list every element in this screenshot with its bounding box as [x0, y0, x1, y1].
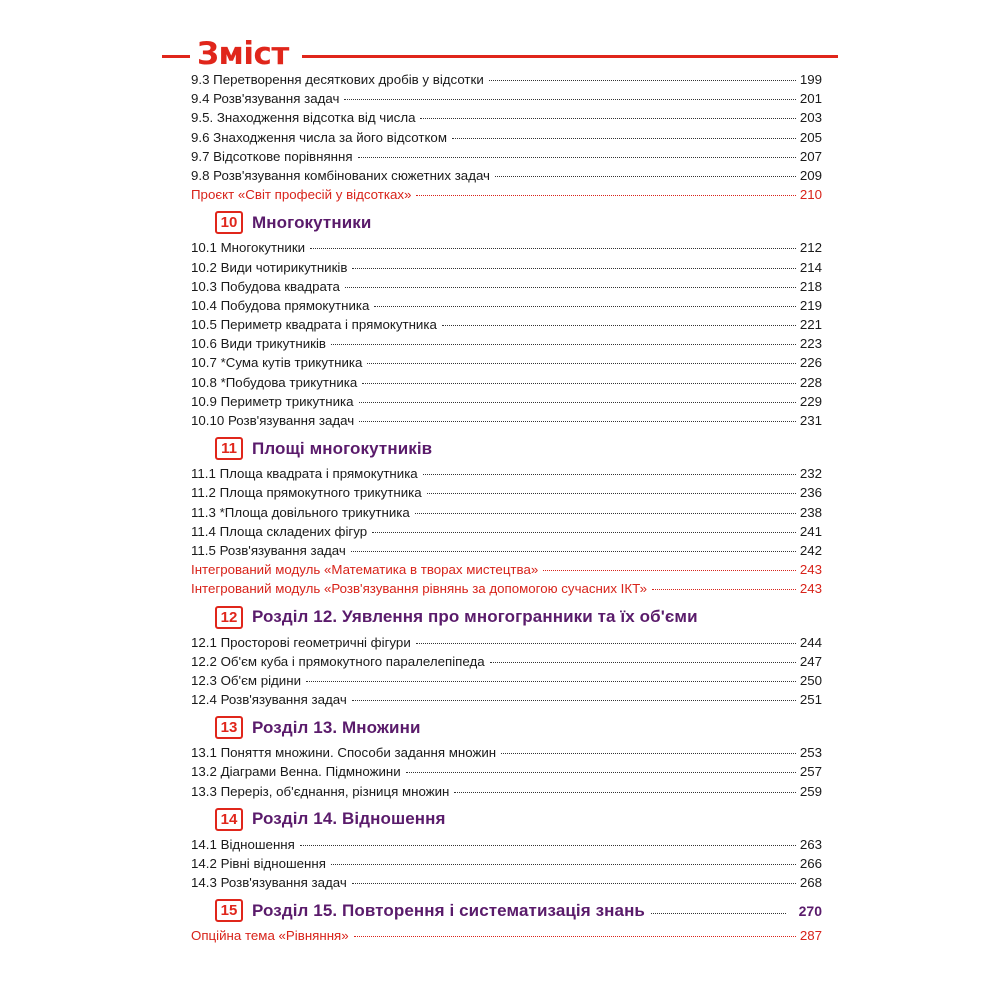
toc-entry-page-number: 253	[799, 745, 822, 761]
toc-entry-label: 9.3 Перетворення десяткових дробів у відсотки	[191, 72, 484, 87]
toc-entry-page-number: 226	[799, 355, 822, 371]
toc-entry[interactable]	[191, 108, 822, 127]
dot-leader	[345, 287, 796, 288]
header-rule-left	[162, 55, 190, 58]
toc-entry-page-number: 242	[799, 542, 822, 558]
toc-entry-page-number: 207	[799, 148, 822, 164]
dot-leader	[543, 570, 796, 571]
dot-leader	[374, 306, 796, 307]
toc-entry-page-number: 257	[799, 764, 822, 780]
dot-leader	[452, 138, 796, 139]
toc-entry[interactable]	[191, 392, 822, 411]
toc-entry-label: 10.3 Побудова квадрата	[191, 278, 340, 294]
toc-entry-page-number: 268	[799, 875, 822, 891]
section-number-badge: 12	[215, 606, 243, 629]
dot-leader	[423, 474, 796, 475]
toc-entry[interactable]	[191, 258, 822, 277]
toc-entry[interactable]	[191, 296, 822, 315]
toc-entry-page-number: 229	[799, 393, 822, 409]
dot-leader	[352, 268, 796, 269]
toc-entry[interactable]	[191, 238, 822, 257]
toc-entry-label: 14.2 Рівні відношення	[191, 856, 326, 871]
dot-leader	[367, 363, 796, 364]
toc-entry-page-number: 259	[799, 783, 822, 799]
toc-entry[interactable]	[191, 652, 822, 671]
dot-leader	[372, 532, 796, 533]
toc-entry-page-number: 266	[799, 856, 822, 871]
section-heading-11[interactable]	[215, 435, 822, 462]
toc-entry-label: 11.2 Площа прямокутного трикутника	[191, 485, 422, 501]
dot-leader	[406, 772, 796, 773]
section-heading-14[interactable]	[215, 806, 822, 833]
toc-entry-label: 14.1 Відношення	[191, 836, 295, 852]
toc-entry[interactable]	[191, 503, 822, 522]
toc-entry-page-number: 219	[799, 297, 822, 313]
toc-entry-label: 9.7 Відсоткове порівняння	[191, 148, 353, 164]
dot-leader	[351, 551, 796, 552]
toc-entry-page-number: 244	[799, 634, 822, 650]
toc-entry[interactable]	[191, 89, 822, 108]
toc-entry[interactable]	[191, 411, 822, 430]
toc-entry-page-number: 205	[799, 129, 822, 145]
toc-entry-label: 10.9 Периметр трикутника	[191, 393, 354, 409]
dot-leader	[651, 913, 786, 914]
toc-entry-label: 10.4 Побудова прямокутника	[191, 297, 370, 313]
toc-entry[interactable]	[191, 633, 822, 652]
dot-leader	[416, 195, 796, 196]
toc-entry[interactable]	[191, 835, 822, 854]
toc-entry-label: 10.8 *Побудова трикутника	[191, 374, 358, 390]
toc-entry[interactable]	[191, 353, 822, 372]
toc-special-entry[interactable]	[191, 579, 822, 598]
section-number-badge: 13	[215, 716, 243, 739]
toc-entry[interactable]	[191, 483, 822, 502]
toc-entry-page-number: 199	[799, 72, 822, 87]
toc-entry[interactable]	[191, 762, 822, 781]
toc-entry-page-number: 212	[799, 240, 822, 256]
dot-leader	[442, 325, 796, 326]
toc-entry-page-number: 203	[799, 110, 822, 126]
dot-leader	[454, 792, 796, 793]
toc-entry-label: 11.1 Площа квадрата і прямокутника	[191, 466, 418, 482]
toc-entry-label: 12.4 Розв'язування задач	[191, 692, 347, 708]
dot-leader	[652, 589, 796, 590]
dot-leader	[331, 344, 796, 345]
toc-entry[interactable]	[191, 873, 822, 892]
toc-entry[interactable]	[191, 522, 822, 541]
toc-entry-label: 10.7 *Сума кутів трикутника	[191, 355, 363, 371]
toc-entry-label: 12.2 Об'єм куба і прямокутного паралелепіпеда	[191, 653, 485, 669]
toc-entry-page-number: 238	[799, 504, 822, 520]
toc-entry-label: 11.5 Розв'язування задач	[191, 542, 346, 558]
toc-special-entry[interactable]	[191, 185, 822, 204]
toc-special-entry[interactable]	[191, 926, 822, 945]
section-number-badge: 10	[215, 211, 243, 234]
toc-entry-page-number: 243	[799, 581, 822, 597]
toc-entry[interactable]	[191, 315, 822, 334]
table-of-contents	[191, 70, 822, 946]
dot-leader	[420, 118, 796, 119]
toc-entry-label: 12.1 Просторові геометричні фігури	[191, 634, 411, 650]
toc-entry[interactable]	[191, 373, 822, 392]
toc-entry[interactable]	[191, 854, 822, 873]
section-title: Многокутники	[252, 212, 372, 232]
toc-entry[interactable]	[191, 334, 822, 353]
toc-entry-page-number: 210	[799, 187, 822, 203]
toc-entry[interactable]	[191, 128, 822, 147]
toc-entry-page-number: 201	[799, 91, 822, 107]
dot-leader	[415, 513, 796, 514]
toc-entry-label: 9.4 Розв'язування задач	[191, 91, 340, 107]
toc-entry-page-number: 263	[799, 836, 822, 852]
dot-leader	[358, 157, 796, 158]
toc-entry-label: Опційна тема «Рівняння»	[191, 928, 349, 944]
section-number-badge: 11	[215, 437, 243, 460]
section-page-number: 270	[798, 902, 822, 919]
header-rule-right	[302, 55, 838, 58]
toc-entry-label: 10.10 Розв'язування задач	[191, 413, 355, 428]
section-heading-13[interactable]	[215, 714, 822, 741]
dot-leader	[501, 753, 796, 754]
toc-entry[interactable]	[191, 690, 822, 709]
dot-leader	[310, 248, 796, 249]
section-number-badge: 14	[215, 808, 243, 831]
toc-entry-page-number: 287	[799, 928, 822, 944]
toc-entry[interactable]	[191, 70, 822, 89]
toc-entry-label: 10.5 Периметр квадрата і прямокутника	[191, 317, 437, 333]
toc-entry-page-number: 243	[799, 562, 822, 578]
toc-entry-page-number: 232	[799, 466, 822, 482]
toc-entry-page-number: 247	[799, 653, 822, 669]
toc-entry-page-number: 223	[799, 336, 822, 352]
section-title: Розділ 14. Відношення	[252, 809, 446, 829]
section-title: Розділ 15. Повторення і систематизація знань	[252, 900, 645, 920]
dot-leader	[495, 176, 796, 177]
toc-entry-page-number: 221	[799, 317, 822, 333]
toc-entry-label: 13.3 Переріз, об'єднання, різниця множин	[191, 783, 450, 799]
dot-leader	[359, 402, 796, 403]
toc-entry-label: 9.8 Розв'язування комбінованих сюжетних задач	[191, 167, 490, 183]
dot-leader	[306, 681, 796, 682]
toc-entry-page-number: 228	[799, 374, 822, 390]
toc-entry-label: Проєкт «Світ професій у відсотках»	[191, 187, 412, 203]
toc-special-entry[interactable]	[191, 560, 822, 579]
toc-entry-label: 9.6 Знаходження числа за його відсотком	[191, 129, 447, 145]
toc-entry[interactable]	[191, 277, 822, 296]
toc-entry-page-number: 231	[799, 413, 822, 428]
section-heading-12[interactable]	[215, 604, 822, 631]
toc-entry[interactable]	[191, 464, 822, 483]
toc-entry-label: 13.1 Поняття множини. Способи задання множин	[191, 745, 497, 761]
dot-leader	[300, 845, 796, 846]
toc-entry[interactable]	[191, 147, 822, 166]
dot-leader	[359, 421, 796, 422]
dot-leader	[352, 700, 796, 701]
toc-entry-page-number: 214	[799, 259, 822, 275]
toc-entry[interactable]	[191, 671, 822, 690]
dot-leader	[490, 662, 796, 663]
toc-entry[interactable]	[191, 541, 822, 560]
dot-leader	[427, 493, 796, 494]
dot-leader	[344, 99, 796, 100]
toc-entry[interactable]	[191, 782, 822, 801]
toc-entry-label: 11.4 Площа складених фігур	[191, 523, 368, 539]
toc-entry-page-number: 250	[799, 672, 822, 688]
dot-leader	[354, 936, 796, 937]
section-title: Розділ 13. Множини	[252, 717, 421, 737]
toc-entry-page-number: 241	[799, 523, 822, 539]
toc-entry-label: Інтегрований модуль «Розв'язування рівнянь за допомогою сучасних ІКТ»	[191, 581, 648, 597]
dot-leader	[362, 383, 796, 384]
toc-entry-label: 10.1 Многокутники	[191, 240, 306, 256]
toc-entry-label: 9.5. Знаходження відсотка від числа	[191, 110, 416, 126]
section-number-badge: 15	[215, 899, 243, 922]
section-title: Площі многокутників	[252, 438, 433, 458]
toc-entry-label: 13.2 Діаграми Венна. Підмножини	[191, 764, 401, 780]
section-heading-10[interactable]	[215, 209, 822, 236]
toc-entry-label: Інтегрований модуль «Математика в творах мистецтва»	[191, 562, 539, 578]
section-heading-15[interactable]	[215, 897, 822, 924]
dot-leader	[352, 883, 796, 884]
section-title: Розділ 12. Уявлення про многогранники та їх об'єми	[252, 607, 698, 626]
toc-entry-label: 10.6 Види трикутників	[191, 336, 326, 352]
toc-entry-label: 14.3 Розв'язування задач	[191, 875, 347, 891]
dot-leader	[416, 643, 796, 644]
toc-entry[interactable]	[191, 743, 822, 762]
dot-leader	[489, 80, 796, 81]
toc-entry-page-number: 209	[799, 167, 822, 183]
toc-entry-label: 10.2 Види чотирикутників	[191, 259, 348, 275]
page-title: Зміст	[197, 36, 289, 72]
dot-leader	[331, 864, 796, 865]
toc-entry-page-number: 218	[799, 278, 822, 294]
toc-entry-label: 11.3 *Площа довільного трикутника	[191, 504, 410, 520]
toc-entry-page-number: 236	[799, 485, 822, 501]
toc-entry-label: 12.3 Об'єм рідини	[191, 672, 301, 688]
toc-entry-page-number: 251	[799, 692, 822, 708]
toc-entry[interactable]	[191, 166, 822, 185]
